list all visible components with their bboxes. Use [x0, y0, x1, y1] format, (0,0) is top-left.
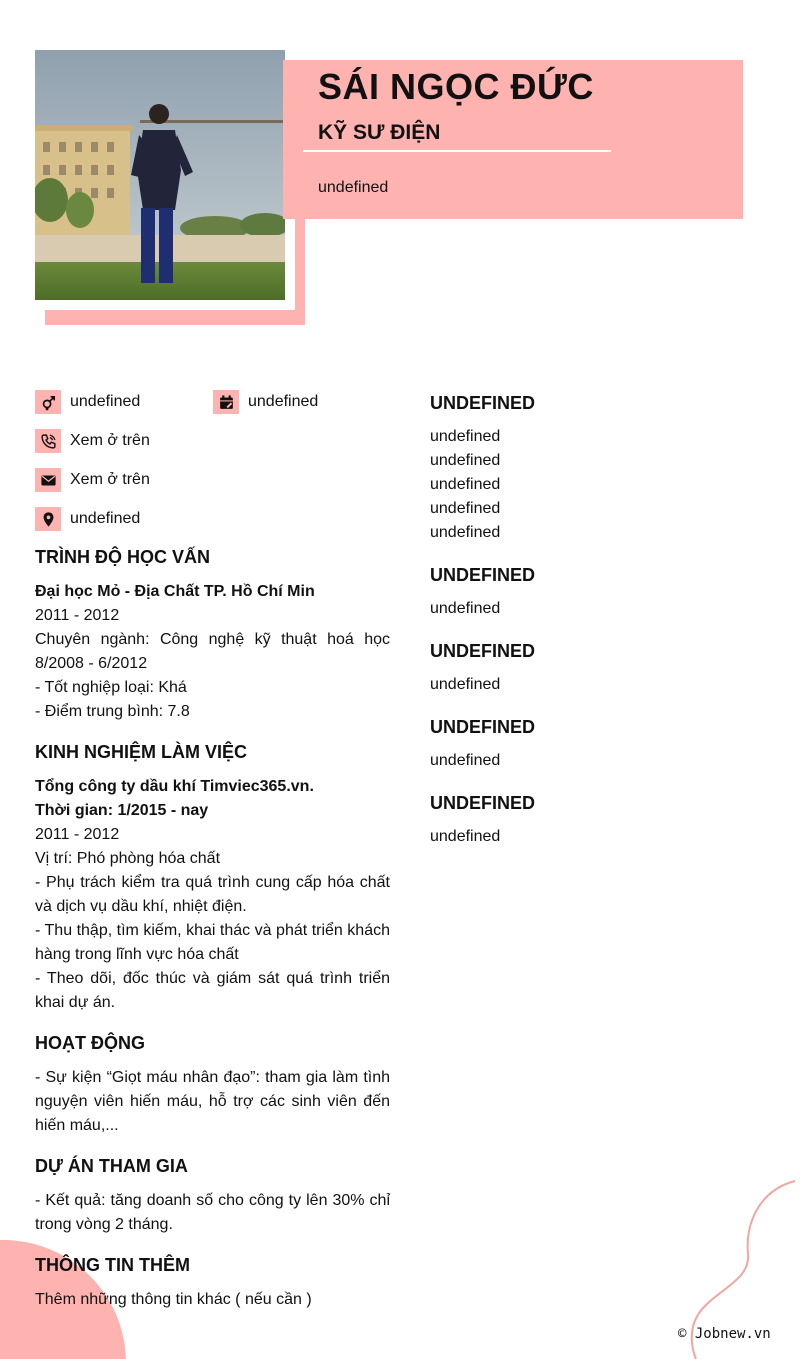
footer-copyright: © Jobnew.vn — [678, 1326, 771, 1342]
phone-icon — [35, 429, 61, 453]
education-line: - Tốt nghiệp loại: Khá — [35, 679, 187, 696]
title-divider — [303, 150, 611, 152]
education-line: - Điểm trung bình: 7.8 — [35, 703, 190, 720]
projects-title: DỰ ÁN THAM GIA — [35, 1156, 188, 1176]
right-section-item: undefined — [430, 476, 501, 493]
right-section-title: UNDEFINED — [430, 641, 536, 661]
contact-birthday — [213, 390, 318, 414]
projects-section — [35, 1156, 390, 1237]
right-section-item: undefined — [430, 828, 501, 845]
experience-period: 2011 - 2012 — [35, 826, 120, 843]
right-column — [430, 393, 770, 869]
projects-text: - Kết quả: tăng doanh số cho công ty lên 30% chỉ trong vòng 2 tháng. — [35, 1192, 390, 1233]
experience-time: Thời gian: 1/2015 - nay — [35, 802, 209, 819]
envelope-icon — [35, 468, 61, 492]
experience-company: Tổng công ty dầu khí Timviec365.vn. — [35, 778, 314, 795]
contact-email — [35, 468, 150, 492]
right-section — [430, 393, 770, 545]
experience-line: Vị trí: Phó phòng hóa chất — [35, 850, 221, 867]
experience-line: - Thu thập, tìm kiếm, khai thác và phát triển khách hàng trong lĩnh vực hóa chất — [35, 922, 390, 963]
education-period: 2011 - 2012 — [35, 607, 120, 624]
right-section-item: undefined — [430, 452, 501, 469]
education-title: TRÌNH ĐỘ HỌC VẤN — [35, 547, 210, 567]
profile-photo — [35, 50, 285, 300]
right-section-item: undefined — [430, 752, 501, 769]
activities-title: HOẠT ĐỘNG — [35, 1033, 145, 1053]
right-section — [430, 793, 770, 849]
gender-icon — [35, 390, 61, 414]
job-title: KỸ SƯ ĐIỆN — [318, 121, 441, 144]
experience-line: - Phụ trách kiểm tra quá trình cung cấp hóa chất và dịch vụ dầu khí, nhiệt điện. — [35, 874, 390, 915]
email-value: Xem ở trên — [70, 471, 150, 488]
gender-value: undefined — [70, 393, 141, 410]
right-section-title: UNDEFINED — [430, 717, 536, 737]
experience-title: KINH NGHIỆM LÀM VIỆC — [35, 742, 248, 762]
activities-text: - Sự kiện “Giọt máu nhân đạo”: tham gia làm tình nguyện viên hiến máu, hỗ trợ các sinh viên đến hiến máu,... — [35, 1069, 390, 1134]
additional-text: Thêm những thông tin khác ( nếu cần ) — [35, 1291, 312, 1308]
calendar-icon — [213, 390, 239, 414]
candidate-name: SÁI NGỌC ĐỨC — [318, 66, 594, 107]
address-value: undefined — [70, 510, 141, 527]
career-summary: undefined — [318, 179, 389, 196]
education-section — [35, 547, 390, 724]
additional-section — [35, 1255, 390, 1312]
right-section-item: undefined — [430, 428, 501, 445]
right-section-item: undefined — [430, 676, 501, 693]
location-pin-icon — [35, 507, 61, 531]
right-section-title: UNDEFINED — [430, 565, 536, 585]
activities-section — [35, 1033, 390, 1138]
education-line: Chuyên ngành: Công nghệ kỹ thuật hoá học 8/2008 - 6/2012 — [35, 631, 390, 672]
right-section-title: UNDEFINED — [430, 793, 536, 813]
right-section-item: undefined — [430, 600, 501, 617]
birthday-value: undefined — [248, 393, 319, 410]
additional-title: THÔNG TIN THÊM — [35, 1255, 190, 1275]
experience-section — [35, 742, 390, 1015]
right-section-item: undefined — [430, 500, 501, 517]
right-section — [430, 641, 770, 697]
contact-gender — [35, 390, 140, 414]
right-section — [430, 717, 770, 773]
experience-line: - Theo dõi, đốc thúc và giám sát quá trình triển khai dự án. — [35, 970, 390, 1011]
left-column — [35, 547, 390, 1330]
right-section-title: UNDEFINED — [430, 393, 536, 413]
right-section-item: undefined — [430, 524, 501, 541]
contact-phone — [35, 429, 150, 453]
right-section — [430, 565, 770, 621]
contact-address — [35, 507, 140, 531]
education-school: Đại học Mỏ - Địa Chất TP. Hồ Chí Min — [35, 583, 315, 600]
phone-value: Xem ở trên — [70, 432, 150, 449]
